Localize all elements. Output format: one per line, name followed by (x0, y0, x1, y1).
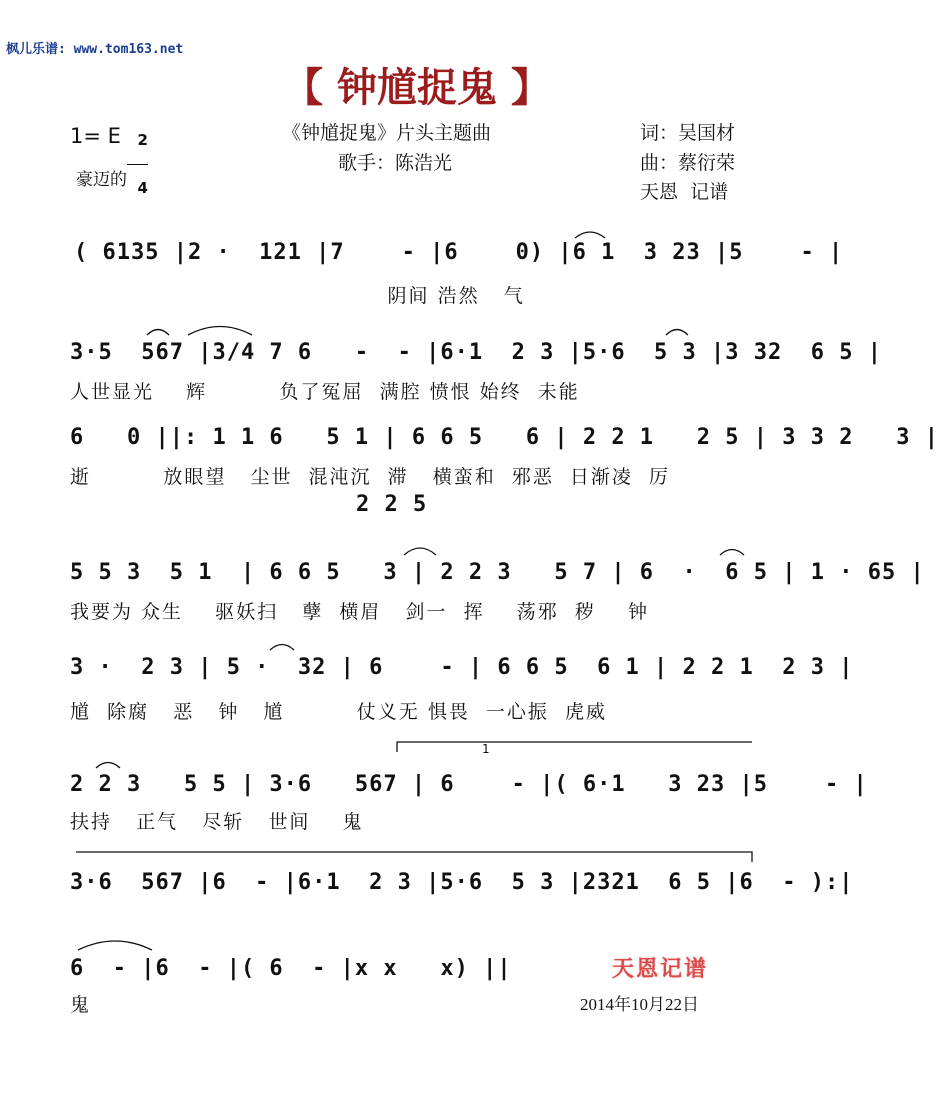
transcriber-credit: 天恩 记谱 (640, 181, 729, 203)
key-signature: 1= E (70, 124, 121, 148)
notes-line-4: 5 5 3 5 1 | 6 6 5 3 | 2 2 3 5 7 | 6 · 6 5 | 1 · 65 | (70, 560, 925, 585)
slur-1 (575, 232, 605, 238)
lyrics-line-6: 扶持 正气 尽斩 世间 鬼 (70, 811, 364, 833)
slur-8 (96, 763, 120, 769)
lyrics-line-4: 我要为 众生 驱妖扫 孽 横眉 剑一 挥 荡邪 秽 钟 (70, 601, 649, 623)
lyrics-line-5: 馗 除腐 恶 钟 馗 仗义无 惧畏 一心振 虎威 (70, 701, 607, 723)
slur-4 (666, 330, 688, 336)
slur-2 (147, 330, 169, 336)
slur-9 (78, 941, 152, 950)
lyrics-line-1: 阴间 浩然 气 (74, 285, 525, 307)
lyrics-line-2: 人世显光 辉 负了冤屈 满腔 愤恨 始终 未能 (70, 381, 580, 403)
time-bottom: 4 (137, 179, 148, 197)
transcriber-seal: 天恩记谱 (612, 956, 709, 982)
slur-3 (188, 327, 252, 336)
singer-credit: 歌手：陈浩光 (338, 152, 453, 174)
notes-line-1: ( 6135 |2 · 121 |7 - |6 0) |6 1 3 23 |5 - | (74, 240, 844, 265)
lyricist-credit: 词：吴国材 (640, 122, 736, 144)
subtitle: 《钟馗捉鬼》片头主题曲 (282, 122, 492, 144)
notes-line-7: 3·6 567 |6 - |6·1 2 3 |5·6 5 3 |2321 6 5 |6 - ):| (70, 870, 854, 895)
date-text: 2014年10月22日 (580, 995, 699, 1014)
song-title: 【 钟馗捉鬼 】 (283, 65, 551, 111)
slur-7 (270, 645, 294, 651)
lyrics-line-3: 逝 放眼望 尘世 混沌沉 滞 横蛮和 邪恶 日渐凌 厉 (70, 466, 670, 488)
lyrics-line-8: 鬼 (70, 994, 92, 1016)
notes-line-8: 6 - |6 - |( 6 - |x x x) || (70, 956, 512, 981)
notes-alt-line-3: 2 2 5 (356, 492, 428, 517)
notes-line-3: 6 0 ||: 1 1 6 5 1 | 6 6 5 6 | 2 2 1 2 5 | 3 3 2 3 | (70, 425, 939, 450)
slur-5 (404, 548, 436, 555)
notes-line-6: 2 2 3 5 5 | 3·6 567 | 6 - |( 6·1 3 23 |5 - | (70, 772, 868, 797)
volta-bracket-1 (397, 742, 752, 752)
time-top: 2 (137, 131, 148, 149)
slur-6 (720, 550, 744, 556)
composer-credit: 曲：蔡衍荣 (640, 152, 736, 174)
tempo-marking: 豪迈的 (76, 170, 127, 190)
watermark-text: 枫儿乐谱: www.tom163.net (6, 42, 184, 57)
volta-number: 1 (482, 742, 490, 756)
volta-bracket-2 (76, 852, 752, 862)
notes-line-2: 3·5 567 |3/4 7 6 - - |6·1 2 3 |5·6 5 3 |3 32 6 5 | (70, 340, 882, 365)
notes-line-5: 3 · 2 3 | 5 · 32 | 6 - | 6 6 5 6 1 | 2 2 1 2 3 | (70, 655, 854, 680)
